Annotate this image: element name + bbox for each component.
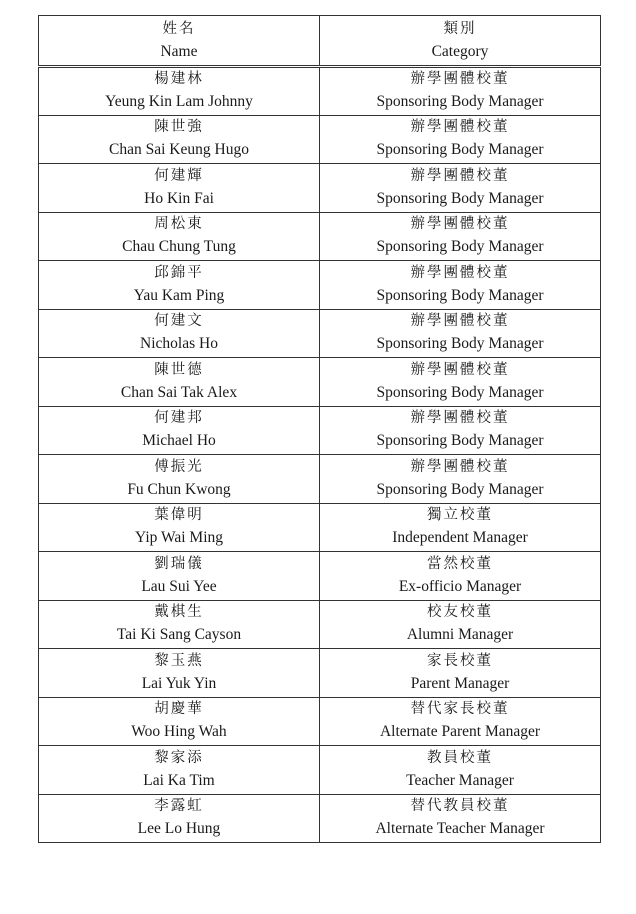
category-en: Sponsoring Body Manager bbox=[376, 189, 544, 207]
category-column-header bbox=[320, 16, 601, 67]
name-cell bbox=[39, 164, 320, 213]
name-zh: 邱錦平 bbox=[154, 264, 204, 281]
category-cell bbox=[320, 261, 601, 310]
table-row bbox=[39, 697, 601, 746]
name-en: Lee Lo Hung bbox=[137, 820, 221, 838]
category-zh: 辦學團體校董 bbox=[410, 71, 510, 88]
category-zh: 教員校董 bbox=[427, 749, 493, 766]
name-en: Tai Ki Sang Cayson bbox=[116, 626, 242, 644]
name-en: Chan Sai Tak Alex bbox=[120, 383, 238, 401]
category-header-zh: 類別 bbox=[443, 20, 477, 37]
name-cell bbox=[39, 309, 320, 358]
name-cell bbox=[39, 261, 320, 310]
name-en: Chan Sai Keung Hugo bbox=[109, 141, 249, 159]
category-cell bbox=[320, 358, 601, 407]
category-cell bbox=[320, 67, 601, 116]
name-cell bbox=[39, 67, 320, 116]
name-zh: 胡慶華 bbox=[154, 701, 204, 718]
category-en: Sponsoring Body Manager bbox=[376, 480, 544, 498]
name-en: Yip Wai Ming bbox=[134, 529, 224, 547]
name-en: Lau Sui Yee bbox=[141, 577, 217, 595]
header-row bbox=[39, 16, 601, 67]
name-en: Woo Hing Wah bbox=[131, 723, 227, 741]
table-header bbox=[39, 16, 601, 67]
category-en: Sponsoring Body Manager bbox=[376, 335, 544, 353]
name-cell bbox=[39, 552, 320, 601]
category-en: Alumni Manager bbox=[406, 626, 514, 644]
table-row bbox=[39, 649, 601, 698]
name-zh: 何建文 bbox=[154, 313, 204, 330]
name-zh: 何建輝 bbox=[154, 167, 204, 184]
category-en: Alternate Parent Manager bbox=[379, 723, 541, 741]
category-header-en: Category bbox=[431, 42, 489, 60]
table-row bbox=[39, 358, 601, 407]
table-row bbox=[39, 261, 601, 310]
category-cell bbox=[320, 552, 601, 601]
category-en: Sponsoring Body Manager bbox=[376, 238, 544, 256]
category-zh: 家長校董 bbox=[427, 652, 493, 669]
name-header-en: Name bbox=[160, 42, 198, 60]
category-cell bbox=[320, 600, 601, 649]
name-en: Nicholas Ho bbox=[140, 335, 218, 353]
table-row bbox=[39, 600, 601, 649]
table-row bbox=[39, 115, 601, 164]
name-cell bbox=[39, 697, 320, 746]
name-header-zh: 姓名 bbox=[162, 20, 196, 37]
name-en: Yau Kam Ping bbox=[133, 286, 225, 304]
name-zh: 黎玉燕 bbox=[154, 652, 204, 669]
category-cell bbox=[320, 309, 601, 358]
category-en: Sponsoring Body Manager bbox=[376, 141, 544, 159]
name-cell bbox=[39, 115, 320, 164]
name-zh: 戴棋生 bbox=[154, 604, 204, 621]
category-cell bbox=[320, 406, 601, 455]
category-zh: 替代教員校董 bbox=[410, 798, 510, 815]
school-managers-table bbox=[38, 15, 601, 843]
category-zh: 辦學團體校董 bbox=[410, 119, 510, 136]
table-row bbox=[39, 164, 601, 213]
category-zh: 辦學團體校董 bbox=[410, 264, 510, 281]
category-cell bbox=[320, 115, 601, 164]
category-cell bbox=[320, 164, 601, 213]
category-zh: 辦學團體校董 bbox=[410, 361, 510, 378]
table-row bbox=[39, 212, 601, 261]
category-cell bbox=[320, 794, 601, 843]
name-cell bbox=[39, 503, 320, 552]
name-cell bbox=[39, 794, 320, 843]
name-zh: 陳世強 bbox=[154, 119, 204, 136]
name-zh: 陳世德 bbox=[154, 361, 204, 378]
name-zh: 周松東 bbox=[154, 216, 204, 233]
name-en: Lai Ka Tim bbox=[143, 771, 215, 789]
category-zh: 辦學團體校董 bbox=[410, 458, 510, 475]
category-zh: 替代家長校董 bbox=[410, 701, 510, 718]
category-en: Teacher Manager bbox=[406, 771, 514, 789]
category-cell bbox=[320, 503, 601, 552]
name-cell bbox=[39, 406, 320, 455]
category-en: Sponsoring Body Manager bbox=[376, 286, 544, 304]
name-en: Chau Chung Tung bbox=[122, 238, 236, 256]
category-zh: 獨立校董 bbox=[427, 507, 493, 524]
name-zh: 李露虹 bbox=[154, 798, 204, 815]
category-zh: 辦學團體校董 bbox=[410, 167, 510, 184]
category-en: Parent Manager bbox=[410, 674, 510, 692]
name-en: Fu Chun Kwong bbox=[127, 480, 231, 498]
category-cell bbox=[320, 697, 601, 746]
name-en: Michael Ho bbox=[142, 432, 216, 450]
category-cell bbox=[320, 455, 601, 504]
table-row bbox=[39, 309, 601, 358]
name-zh: 楊建林 bbox=[154, 71, 204, 88]
category-cell bbox=[320, 212, 601, 261]
category-en: Ex-officio Manager bbox=[398, 577, 522, 595]
category-en: Sponsoring Body Manager bbox=[376, 432, 544, 450]
name-cell bbox=[39, 455, 320, 504]
table-row bbox=[39, 794, 601, 843]
name-zh: 傅振光 bbox=[154, 458, 204, 475]
name-zh: 劉瑞儀 bbox=[154, 555, 204, 572]
category-en: Alternate Teacher Manager bbox=[375, 820, 545, 838]
category-zh: 校友校董 bbox=[427, 604, 493, 621]
name-cell bbox=[39, 600, 320, 649]
name-en: Lai Yuk Yin bbox=[141, 674, 217, 692]
name-column-header bbox=[39, 16, 320, 67]
name-en: Ho Kin Fai bbox=[144, 189, 214, 207]
category-zh: 辦學團體校董 bbox=[410, 410, 510, 427]
name-cell bbox=[39, 649, 320, 698]
name-zh: 何建邦 bbox=[154, 410, 204, 427]
name-zh: 葉偉明 bbox=[154, 507, 204, 524]
name-en: Yeung Kin Lam Johnny bbox=[105, 93, 253, 111]
table-row bbox=[39, 746, 601, 795]
category-cell bbox=[320, 649, 601, 698]
category-en: Sponsoring Body Manager bbox=[376, 383, 544, 401]
table-row bbox=[39, 552, 601, 601]
table-row bbox=[39, 406, 601, 455]
category-en: Sponsoring Body Manager bbox=[376, 93, 544, 111]
name-cell bbox=[39, 358, 320, 407]
name-cell bbox=[39, 212, 320, 261]
name-cell bbox=[39, 746, 320, 795]
table-row bbox=[39, 503, 601, 552]
category-zh: 辦學團體校董 bbox=[410, 216, 510, 233]
category-zh: 辦學團體校董 bbox=[410, 313, 510, 330]
category-cell bbox=[320, 746, 601, 795]
category-en: Independent Manager bbox=[392, 529, 528, 547]
table-row bbox=[39, 455, 601, 504]
name-zh: 黎家添 bbox=[154, 749, 204, 766]
table-row bbox=[39, 67, 601, 116]
category-zh: 當然校董 bbox=[427, 555, 493, 572]
table-body bbox=[39, 67, 601, 843]
